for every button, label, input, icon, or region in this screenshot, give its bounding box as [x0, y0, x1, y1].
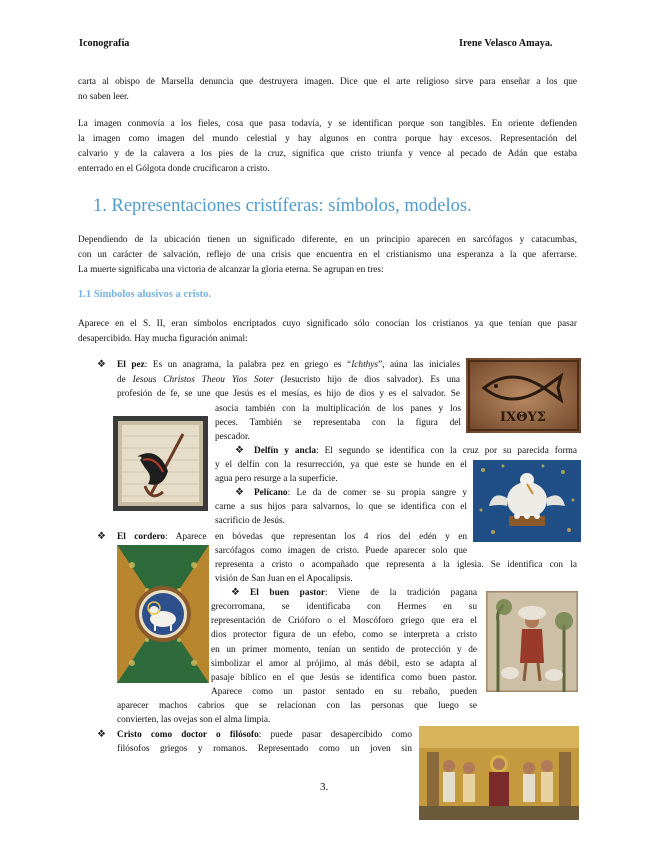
pastor-line5: en un primer momento, tenían un sentido de protección y de	[211, 645, 477, 655]
bullet-icon: ❖	[97, 729, 106, 740]
para2-line2: la imagen como imagen del mundo celestial y hay algunos en contra porque hay excesos. Representación del	[78, 134, 577, 144]
pelicano-line1: Pelícano: Le da de comer se su propia sangre y	[254, 488, 467, 498]
pez-line6: pescador.	[215, 432, 250, 442]
section-heading: 1. Representaciones cristíferas: símbolos, modelos.	[93, 196, 472, 216]
doctor-line1: Cristo como doctor o filósofo: puede pasar desapercibido como	[117, 730, 412, 740]
para3-line2: con un carácter de salvación, reflejo de una crisis que encuentra en el cristianismo una esperanza a la que aferrarse.	[78, 250, 577, 260]
para2-line1: La imagen conmovía a los fieles, cosa que pasa todavía, y se identifican porque son tangibles. En oriente defienden	[78, 119, 577, 129]
para4-line1: Aparece en el S. II, eran símbolos encriptados cuyo significado sólo conocían los cristianos ya que tenían que pasar	[78, 319, 577, 329]
fish-inscription: IXΘYΣ	[500, 410, 546, 425]
pastor-line1: El buen pastor: Viene de la tradición pagana	[250, 588, 477, 598]
page-number: 3.	[320, 781, 329, 793]
pastor-line3: representación de Crióforo o el Moscóforo griego que era el	[211, 616, 477, 626]
para1-line1: carta al obispo de Marsella denuncia que destruyera imagen. Dice que el arte religioso sirve para enseñar a los que	[78, 77, 577, 87]
pastor-line10: convierten, las ovejas son el alma limpia.	[117, 715, 271, 725]
header-author: Irene Velasco Amaya.	[459, 38, 553, 49]
christ-doctor-mosaic-image	[419, 726, 579, 820]
dolphin-anchor-mosaic-image	[113, 416, 208, 511]
pez-line2: de Iesous Christos Theou Yios Soter (Jesucristo hijo de dios salvador). Es una	[117, 375, 460, 385]
delfin-line2: y el delfín con la resurrección, ya que este se hunde en el	[215, 460, 467, 470]
pez-line5: peces. También se representaba con la figura del	[215, 418, 461, 428]
pastor-line6: simbolizar el amor al prójimo, al más débil, esto se adapta al	[211, 659, 477, 669]
cordero-line1: El cordero: Aparece en bóvedas que representan los 4 ríos del edén y en	[117, 532, 467, 542]
bullet-icon: ❖	[97, 531, 106, 542]
cordero-line4: visión de San Juan en el Apocalipsis.	[215, 574, 353, 584]
good-shepherd-fresco-image	[486, 591, 578, 692]
pastor-line8: Aparece como un pastor sentado en su rebaño, pueden	[211, 687, 477, 697]
para3-line1: Dependiendo de la ubicación tienen un significado diferente, en un principio aparecen en sarcófagos y catacumbas,	[78, 235, 577, 245]
pastor-line9: aparecer machos cabríos que se relacionan con las personas que luego se	[117, 701, 477, 711]
subsection-heading: 1.1 Símbolos alusivos a cristo.	[78, 289, 212, 300]
pez-line1: El pez: Es un anagrama, la palabra pez en griego es “Ichthys”, aúna las iniciales	[117, 360, 460, 370]
bullet-icon: ❖	[235, 487, 244, 498]
pastor-line2: grecorromana, se identificaba con Hermes en su	[211, 602, 477, 612]
pez-line4: asocia también con la multiplicación de los panes y los	[215, 404, 461, 414]
bullet-icon: ❖	[235, 445, 244, 456]
delfin-line1: Delfín y ancla: El segundo se identifica con la cruz por su parecida forma	[254, 446, 577, 456]
cordero-line2: sarcófagos como imagen de cristo. Puede aparecer solo que	[215, 546, 467, 556]
header-title: Iconografía	[79, 38, 130, 49]
pastor-line4: dios protector figura de un efebo, como se interpreta a cristo	[211, 630, 477, 640]
pastor-line7: pasaje bíblico en el que Jesús se identifica como buen pastor.	[211, 673, 477, 683]
delfin-line3: agua pero resurge a la superficie.	[215, 474, 338, 484]
lamb-mosaic-image	[117, 545, 209, 683]
bullet-icon: ❖	[231, 587, 240, 598]
bullet-icon: ❖	[97, 359, 106, 370]
pez-line3: profesión de fe, se une que Jesús es el mesías, es hijo de dios y es el salvador. Se	[117, 389, 460, 399]
para3-line3: La muerte significaba una victoria de alcanzar la gloria eterna. Se agrupan en tres:	[78, 265, 384, 275]
pelicano-line3: sacrificio de Jesús.	[215, 516, 285, 526]
ichthys-fish-image	[466, 358, 581, 433]
para2-line4: enterrado en el Gólgota donde crucificaron a cristo.	[78, 164, 270, 174]
doctor-line2: filósofos griegos y romanos. Representado como un joven sin	[117, 744, 412, 754]
pelican-mosaic-image	[473, 460, 581, 542]
para4-line2: desapercibido. Hay mucha figuración animal:	[78, 334, 248, 344]
cordero-line3: representa a cristo o acompañado que representa a la iglesia. Se identifica con la	[215, 560, 577, 570]
pelicano-line2: carne a sus hijos para salvarnos, lo que se identifica con el	[215, 502, 467, 512]
para1-line2: no saben leer.	[78, 92, 129, 102]
para2-line3: calvario y de la calavera a los pies de la cruz, significa que cristo triunfa y vence al pecado de Adán que estaba	[78, 149, 577, 159]
